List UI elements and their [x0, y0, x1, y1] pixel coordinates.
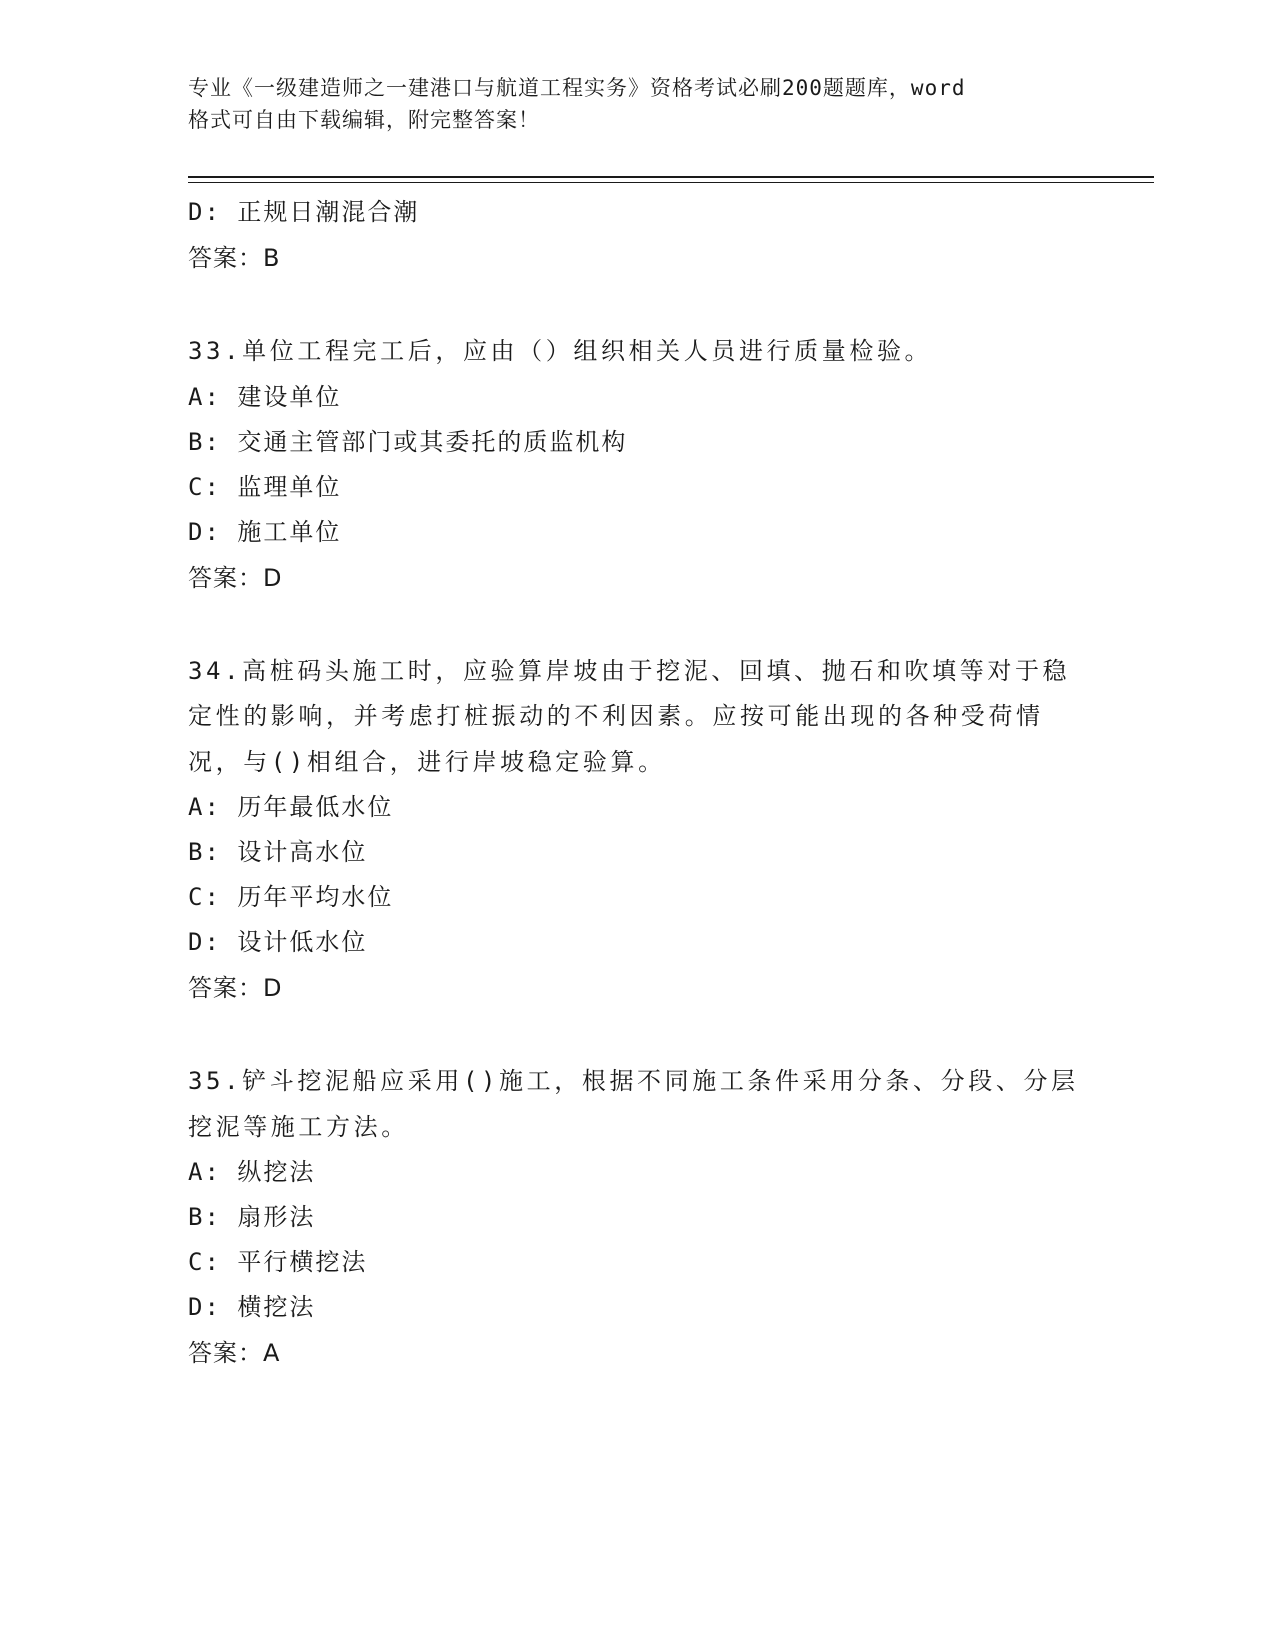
spacer — [188, 1012, 1088, 1059]
option-d: D: 正规日潮混合潮 — [188, 198, 420, 226]
option-d: D: 设计低水位 — [188, 928, 368, 956]
option-b: B: 设计高水位 — [188, 838, 368, 866]
question-stem: 35.铲斗挖泥船应采用()施工，根据不同施工条件采用分条、分段、分层挖泥等施工方法。 — [188, 1067, 1079, 1141]
option-b: B: 交通主管部门或其委托的质监机构 — [188, 427, 628, 456]
answer-line: 答案：B — [188, 244, 281, 272]
option-b: B: 扇形法 — [188, 1203, 316, 1231]
previous-question-tail — [188, 190, 1088, 282]
answer-line: 答案：D — [188, 563, 283, 592]
option-c: C: 监理单位 — [188, 472, 342, 501]
document-header — [188, 72, 1068, 136]
spacer — [188, 282, 1088, 329]
question-34 — [188, 649, 1088, 1013]
answer-line: 答案：A — [188, 1339, 281, 1367]
option-a: A: 历年最低水位 — [188, 793, 394, 821]
header-divider-thin — [188, 182, 1154, 183]
question-35 — [188, 1059, 1088, 1377]
option-d: D: 横挖法 — [188, 1293, 316, 1321]
document-body — [188, 190, 1088, 1377]
option-a: A: 建设单位 — [188, 382, 342, 411]
question-stem: 34.高桩码头施工时，应验算岸坡由于挖泥、回填、抛石和吹填等对于稳定性的影响，并考虑打桩振动的不利因素。应按可能出现的各种受荷情况，与()相组合，进行岸坡稳定验算。 — [188, 656, 1071, 776]
answer-line: 答案：D — [188, 974, 283, 1002]
header-line-1: 专业《一级建造师之一建港口与航道工程实务》资格考试必刷200题题库，word — [188, 76, 966, 100]
option-a: A: 纵挖法 — [188, 1158, 316, 1186]
option-d: D: 施工单位 — [188, 517, 342, 546]
option-c: C: 平行横挖法 — [188, 1248, 368, 1276]
header-divider-thick — [188, 176, 1154, 178]
header-line-2: 格式可自由下载编辑，附完整答案！ — [188, 108, 540, 132]
question-stem: 33.单位工程完工后，应由（）组织相关人员进行质量检验。 — [188, 337, 933, 365]
spacer — [188, 602, 1088, 649]
question-33 — [188, 329, 1088, 602]
option-c: C: 历年平均水位 — [188, 883, 394, 911]
